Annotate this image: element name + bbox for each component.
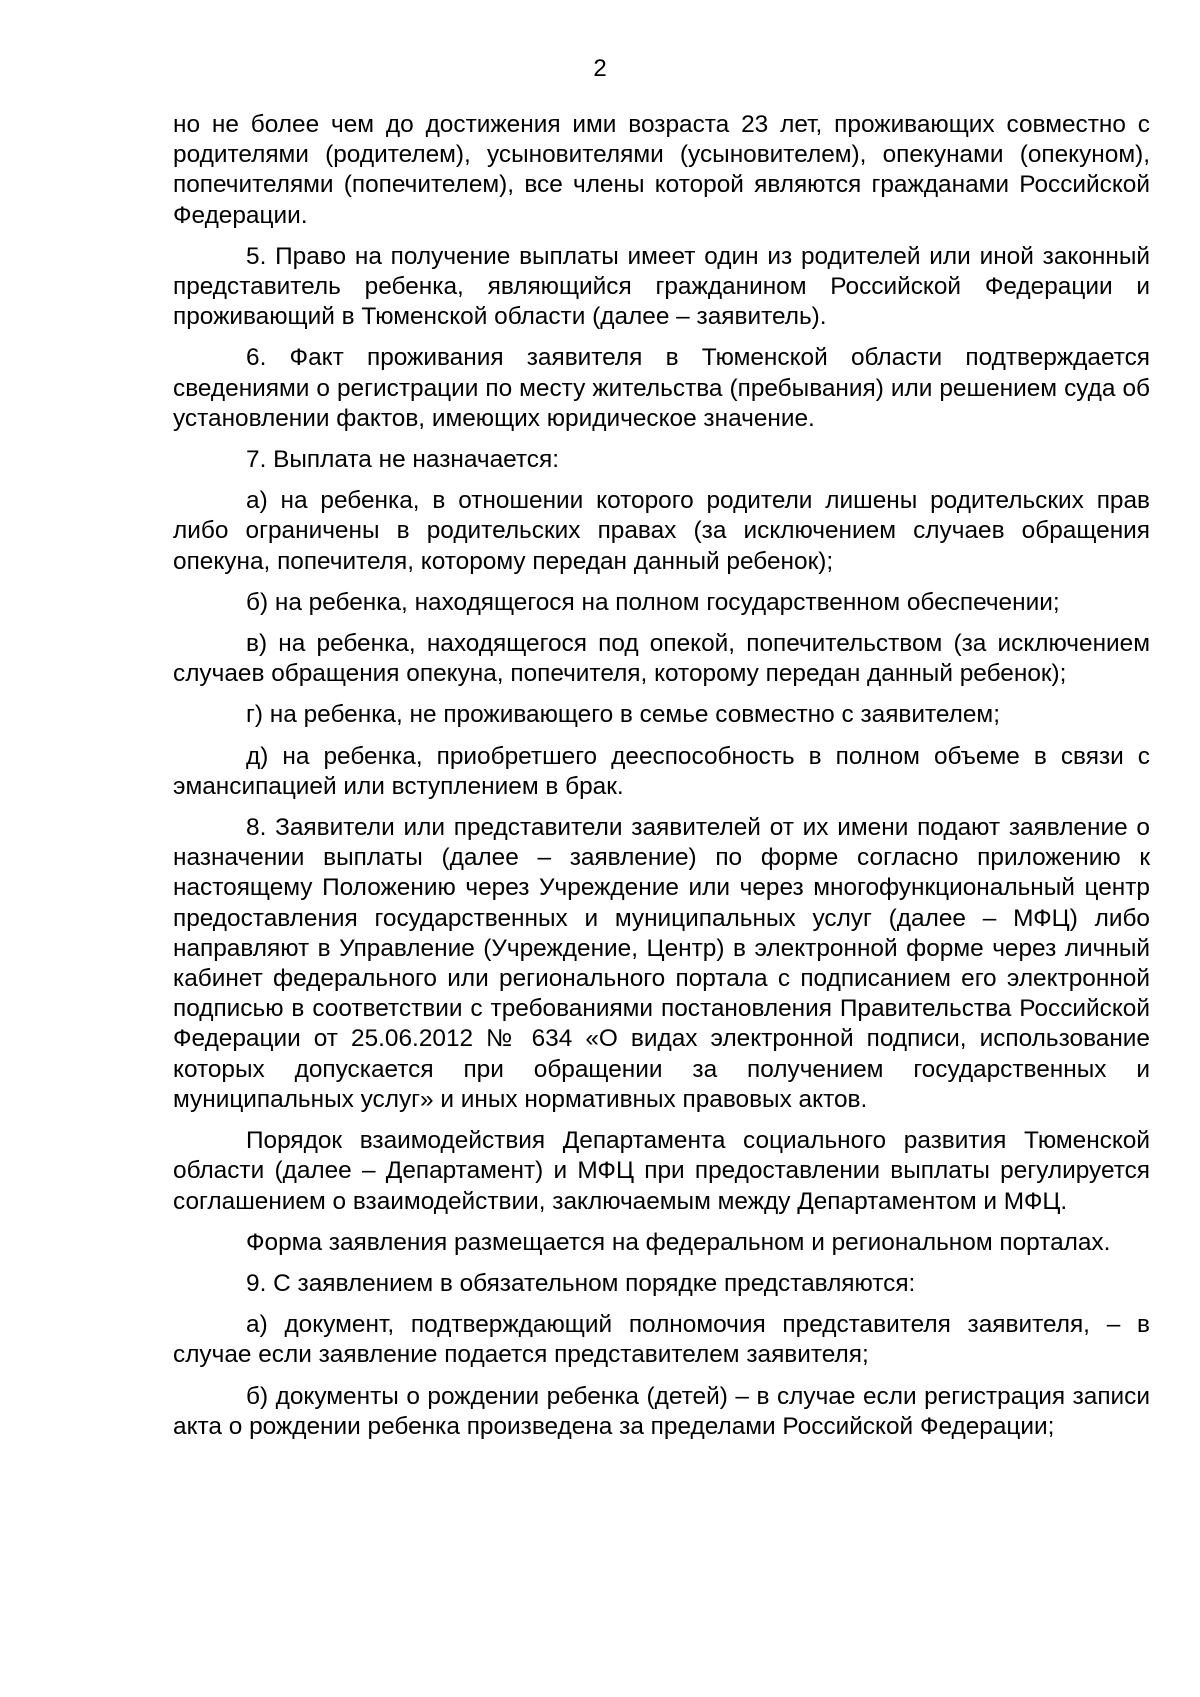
- paragraph-interaction-order: Порядок взаимодействия Департамента социального развития Тюменской области (далее – Департамент) и МФЦ при предоставлении выплаты регулируется соглашением о взаимодействии, заключаемым между Департаментом и МФЦ.: [173, 1127, 1150, 1215]
- paragraph-continuation: но не более чем до достижения ими возраста 23 лет, проживающих совместно с родителями (родителем), усыновителями (усыновителем), опекунами (опекуном), попечителями (попечителем), все члены которой являются гражданами Российской Федерации.: [173, 111, 1150, 229]
- paragraph-item-7g: г) на ребенка, не проживающего в семье совместно с заявителем;: [246, 701, 1000, 729]
- paragraph-item-7v: в) на ребенка, находящегося под опекой, попечительством (за исключением случаев обращения опекуна, попечителя, которому передан данный ребенок);: [173, 630, 1150, 688]
- paragraph-item-6: 6. Факт проживания заявителя в Тюменской области подтверждается сведениями о регистрации по месту жительства (пребывания) или решением суда об установлении фактов, имеющих юридическое значение.: [173, 344, 1150, 432]
- document-body: [173, 110, 1150, 1453]
- paragraph-application-form: Форма заявления размещается на федеральном и региональном порталах.: [246, 1228, 1111, 1256]
- paragraph-item-9b: б) документы о рождении ребенка (детей) – в случае если регистрация записи акта о рождении ребенка произведена за пределами Российской Федерации;: [173, 1382, 1150, 1440]
- paragraph-item-7: 7. Выплата не назначается:: [246, 446, 559, 474]
- paragraph-item-8: 8. Заявители или представители заявителей от их имени подают заявление о назначении выплаты (далее – заявление) по форме согласно приложению к настоящему Положению через Учреждение или через многофункциональный центр предоставления государственных и муниципальных услуг (далее – МФЦ) либо направляют в Управление (Учреждение, Центр) в электронной форме через личный кабинет федерального или регионального портала с подписанием его электронной подписью в соответствии с требованиями постановления Правительства Российской Федерации от 25.06.2012 № 634 «О видах электронной подписи, использование которых допускается при обращении за получением государственных и муниципальных услуг» и иных нормативных правовых актов.: [173, 814, 1150, 1113]
- paragraph-item-9: 9. С заявлением в обязательном порядке представляются:: [246, 1269, 916, 1297]
- paragraph-item-5: 5. Право на получение выплаты имеет один из родителей или иной законный представитель ребенка, являющийся гражданином Российской Федерации и проживающий в Тюменской области (далее – заявитель).: [173, 242, 1150, 331]
- paragraph-item-7b: б) на ребенка, находящегося на полном государственном обеспечении;: [246, 588, 1060, 616]
- paragraph-item-9a: а) документ, подтверждающий полномочия представителя заявителя, – в случае если заявление подается представителем заявителя;: [173, 1311, 1150, 1369]
- page-number: 2: [593, 55, 607, 82]
- paragraph-item-7a: а) на ребенка, в отношении которого родители лишены родительских прав либо ограничены в родительских правах (за исключением случаев обращения опекуна, попечителя, которому передан данный ребенок);: [173, 487, 1150, 575]
- paragraph-item-7d: д) на ребенка, приобретшего дееспособность в полном объеме в связи с эмансипацией или вступлением в брак.: [173, 742, 1150, 800]
